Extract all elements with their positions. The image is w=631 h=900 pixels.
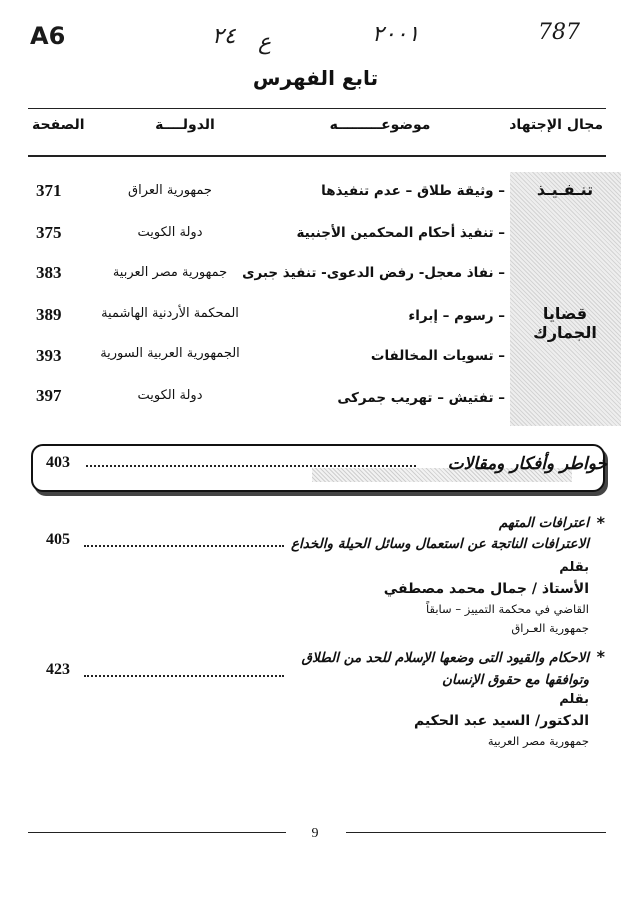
article-bullet: *: [596, 513, 605, 532]
article-subtitle: وتوافقها مع حقوق الإنسان: [441, 672, 589, 688]
article-by: بقلم: [559, 560, 589, 575]
article-heading: الاحكام والقيود التى وضعها الإسلام للحد من الطلاق: [301, 650, 589, 666]
footer-rule-left: [28, 832, 286, 833]
page-number: 9: [311, 826, 319, 841]
article-leader-dots: [84, 545, 284, 547]
row-subject: – رسوم – إبراء: [408, 308, 505, 324]
article-author-country: جمهورية مصر العربية: [487, 734, 589, 748]
row-country: المحكمة الأردنية الهاشمية: [101, 306, 239, 321]
column-header-country: الدولــــة: [155, 117, 215, 133]
article-bullet: *: [596, 647, 605, 666]
field-column-shading: [510, 172, 621, 426]
row-page: 375: [36, 223, 62, 242]
handwritten-code-right: 787: [538, 20, 580, 45]
article-by: بقلم: [559, 692, 589, 707]
field-label-tanfeedh: تنـفـيـذ: [536, 180, 594, 199]
article-author-country: جمهورية العـراق: [511, 621, 589, 635]
row-page: 389: [36, 305, 62, 324]
row-page: 371: [36, 181, 62, 200]
article-heading: اعترافات المتهم: [498, 515, 589, 531]
section-title: خواطر وأفكار ومقالات: [447, 454, 607, 474]
header-top-rule: [28, 108, 606, 109]
row-subject: – وثيقة طلاق – عدم تنفيذها: [321, 183, 505, 199]
row-country: دولة الكويت: [137, 388, 203, 403]
row-country: دولة الكويت: [137, 225, 203, 240]
row-country: جمهورية العراق: [128, 183, 212, 198]
footer-rule-right: [346, 832, 606, 833]
article-author-role: القاضي في محكمة التمييز – سابقاً: [426, 602, 589, 616]
article-page: 423: [46, 661, 70, 678]
handwritten-year: ٢٠٠١: [372, 22, 420, 47]
handwritten-letter: ع: [258, 30, 272, 55]
handwritten-code-left: A6: [30, 22, 66, 50]
column-header-field: مجال الإجتهاد: [509, 117, 603, 133]
article-subtitle: الاعترافات الناتجة عن استعمال وسائل الحيلة والخداع: [291, 536, 589, 552]
row-page: 393: [36, 346, 62, 365]
field-label-customs: قضايا الجمارك: [533, 304, 597, 342]
row-subject: – تنفيذ أحكام المحكمين الأجنبية: [296, 225, 505, 241]
article-author: الدكتور/ السيد عبد الحكيم: [413, 713, 589, 729]
article-author: الأستاذ / جمال محمد مصطفي: [383, 581, 589, 597]
column-header-page: الصفحة: [32, 117, 85, 133]
row-subject: – تسويات المخالفات: [370, 348, 505, 364]
row-country: جمهورية مصر العربية: [112, 265, 228, 280]
handwritten-number: ٢٤: [212, 24, 236, 49]
row-country: الجمهورية العربية السورية: [100, 346, 240, 361]
header-bottom-rule: [28, 155, 606, 157]
row-page: 397: [36, 386, 62, 405]
section-leader-dots: [86, 465, 416, 467]
row-subject: – نفاذ معجل- رفض الدعوى- تنفيذ جبرى: [242, 265, 505, 281]
row-subject: – تفتيش – تهريب جمركى: [337, 390, 505, 406]
section-page: 403: [46, 454, 70, 471]
article-leader-dots: [84, 675, 284, 677]
row-page: 383: [36, 263, 62, 282]
page-title: تابع الفهرس: [252, 66, 379, 90]
article-page: 405: [46, 531, 70, 548]
column-header-subject: موضوعـــــــــه: [329, 117, 431, 133]
